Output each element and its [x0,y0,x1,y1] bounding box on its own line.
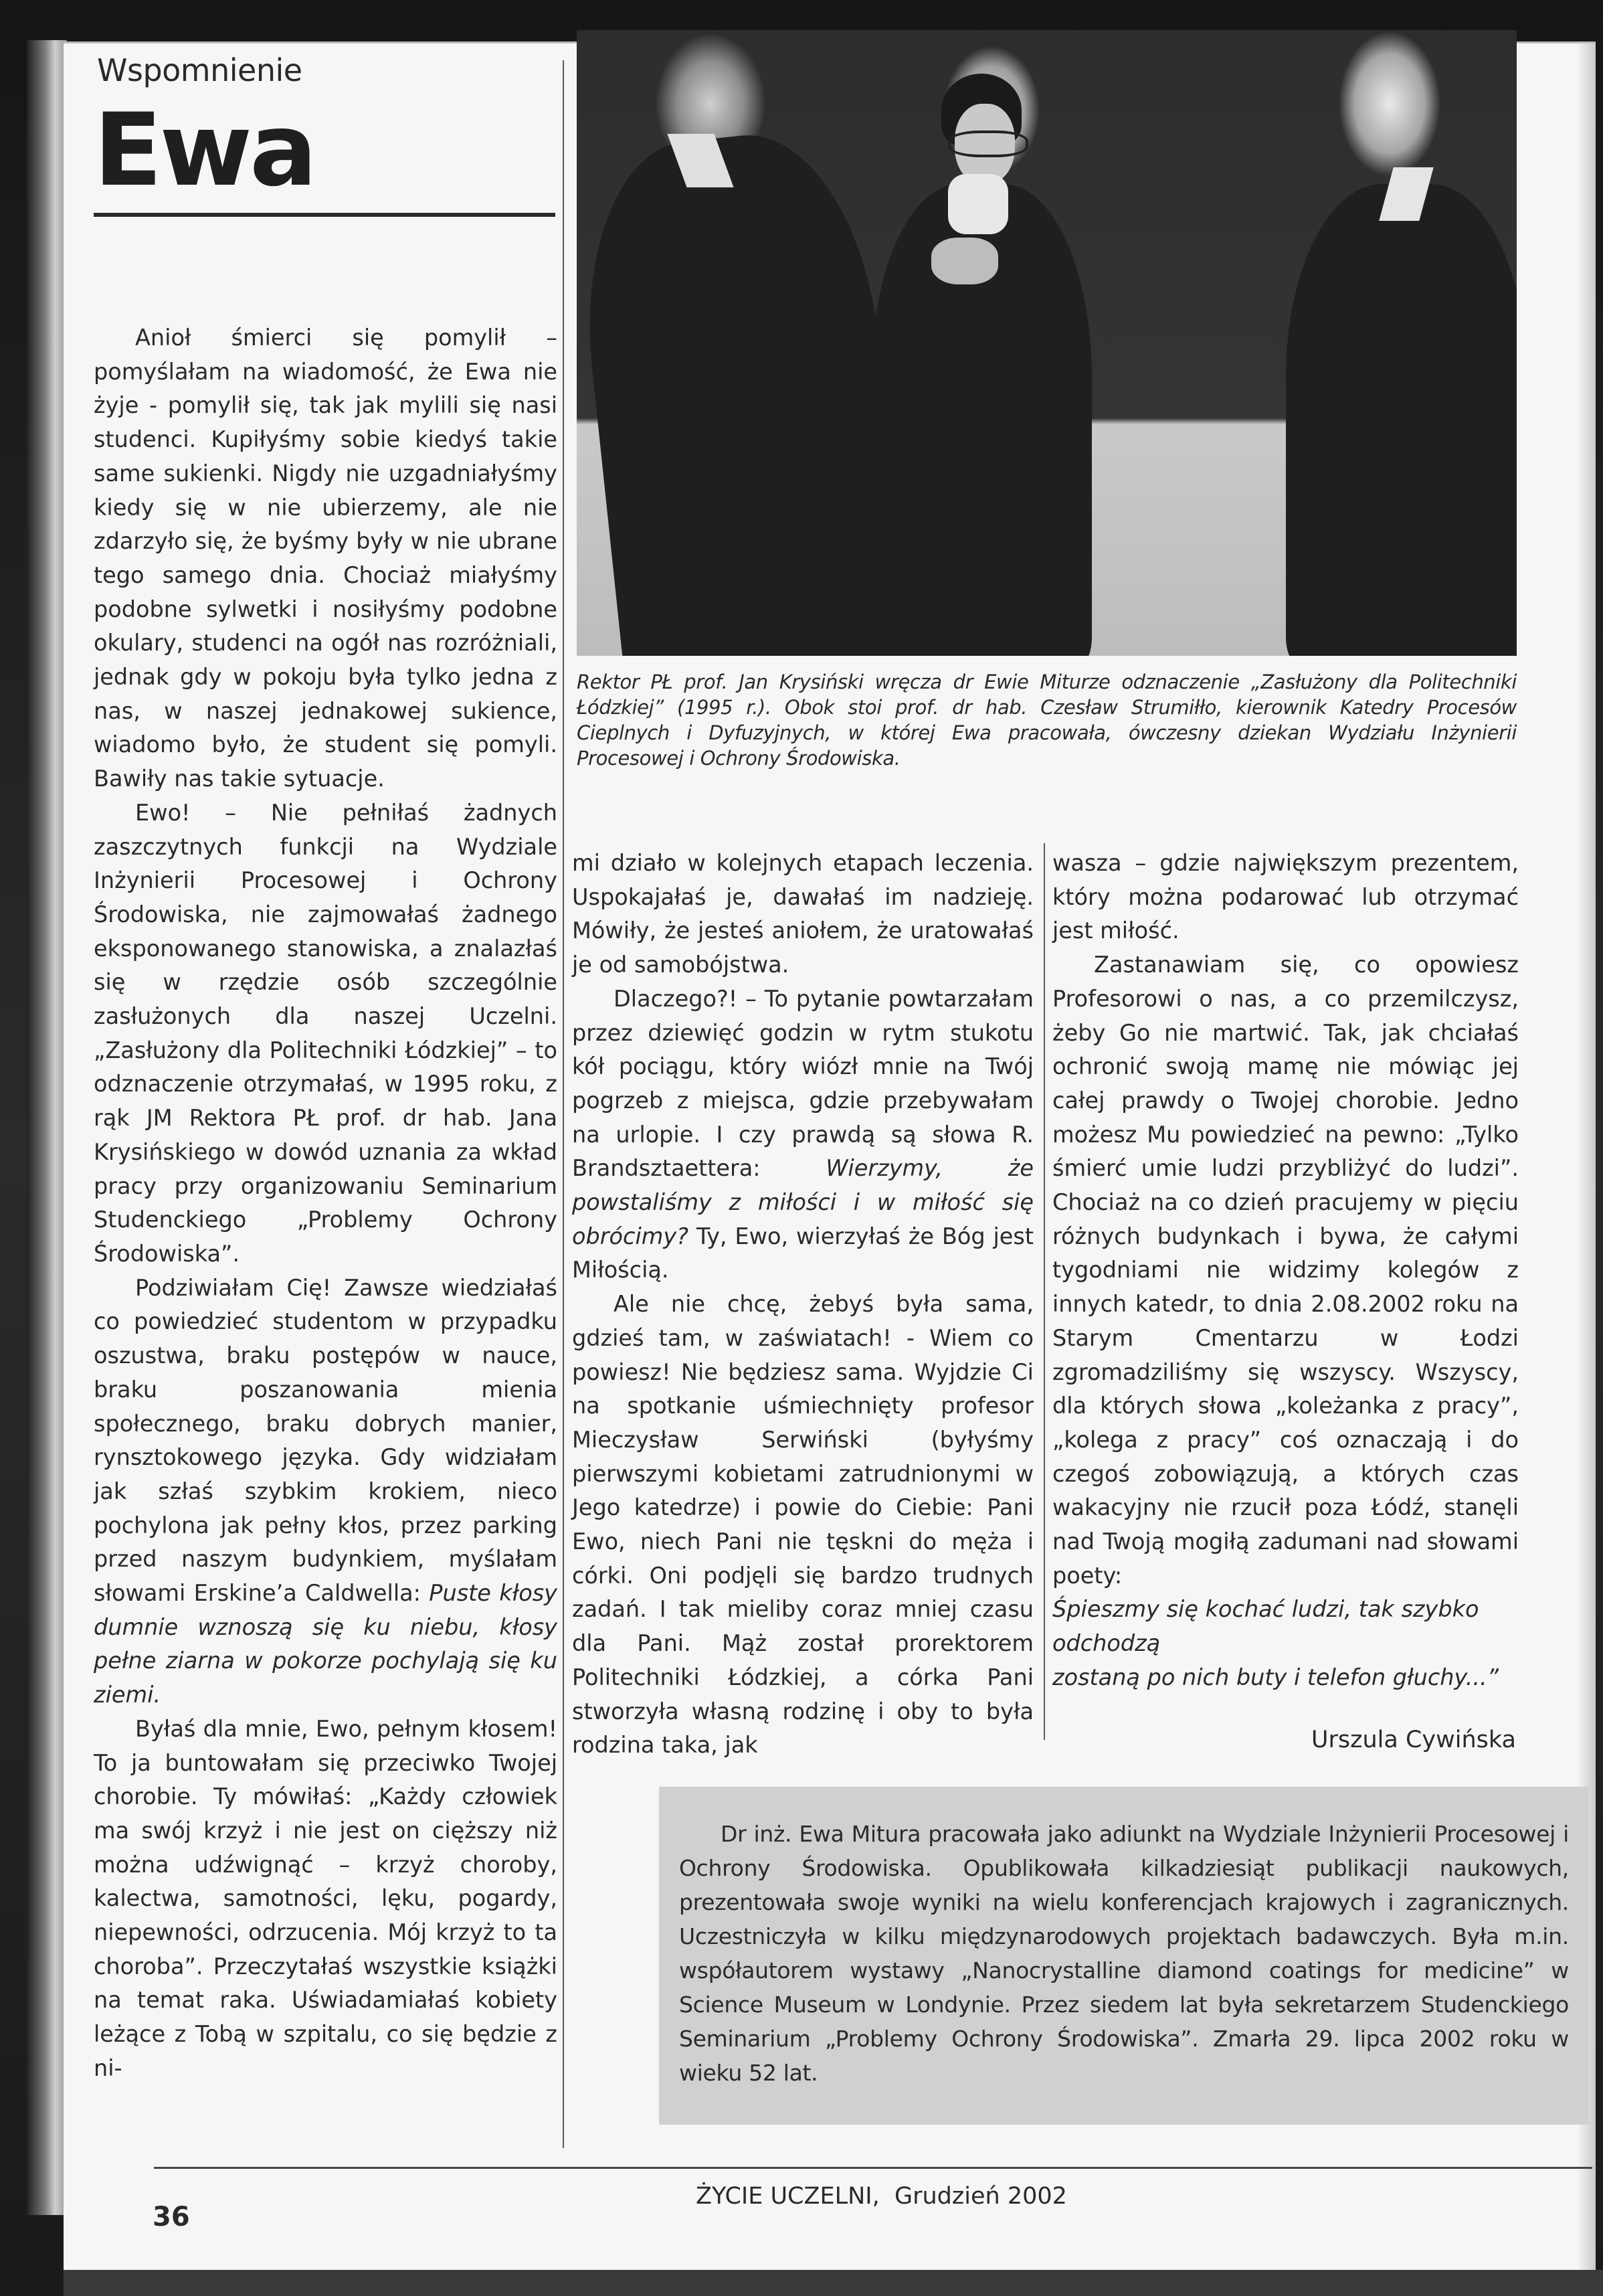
paragraph: Byłaś dla mnie, Ewo, pełnym kłosem! To ja buntowałam się przeciwko Twojej chorobie. Ty mówiłaś: „Każdy człowiek ma swój krzyż i nie jest on cięższy niż można udźwignąć – krzyż choroby, kalectwa, samotności, lęku, pogardy, niepewności, odrzucenia. Mój krzyż to ta choroba”. Przeczytałaś wszystkie książki na temat raka. Uświadamiałaś kobiety leżące z Tobą w szpitalu, co się będzie z ni- [94,1715,557,2081]
paragraph: wasza – gdzie największym prezentem, który można podarować lub otrzymać jest miłość. [1052,850,1519,944]
article-column-left [94,321,557,2086]
paragraph: Ale nie chcę, żebyś była sama, gdzieś tam, w zaświatach! - Wiem co powiesz! Nie będziesz sama. Wyjdzie Ci na spotkanie uśmiechnięty profesor Mieczysław Serwiński (byłyśmy pierwszymi kobietami zatrudnionymi w Jego katedrze) i powie do Ciebie: Pani Ewo, niech Pani nie tęskni do męża i córki. Oni podjęli się bardzo trudnych zadań. I tak mieliby coraz mniej czasu dla Pani. Mąż został prorektorem Politechniki Łódzkiej, a córka Pani stworzyła własną rodzinę i oby to była rodzina taka, jak [572,1291,1034,1759]
photo-detail [948,130,1028,157]
poem-line: zostaną po nich buty i telefon głuchy...” [1052,1664,1499,1690]
article-photo [577,30,1517,656]
photo-detail [948,174,1008,234]
page-number: 36 [153,2202,190,2232]
biography-box [659,1787,1589,2125]
paragraph: Zastanawiam się, co opowiesz Profesorowi o nas, a co przemilczysz, żeby Go nie martwić. Tak, jak chciałaś ochronić swoją mamę nie mówiąc jej całej prawdy o Twojej chorobie. Jedno możesz Mu powiedzieć na pewno: „Tylko śmierć umie ludzi przybliżyć do ludzi”. Chociaż na co dzień pracujemy w pięciu różnych budynkach i bywa, że całymi tygodniami nie widzimy kolegów z innych katedr, to dnia 2.08.2002 roku na Starym Cmentarzu w Łodzi zgromadziliśmy się wszyscy. Wszyscy, dla których słowa „koleżanka z pracy”, „kolega z pracy” coś oznaczają i do czegoś zobowiązują, a których czas wakacyjny nie rzucił poza Łódź, stanęli nad Twoją mogiłą zadumani nad słowami poety: [1052,952,1519,1589]
paragraph: mi działo w kolejnych etapach leczenia. Uspokajałaś je, dawałaś im nadzieję. Mówiły, że jesteś aniołem, że uratowałaś je od samobójstwa. [572,850,1034,978]
photo-caption: Rektor PŁ prof. Jan Krysiński wręcza dr Ewie Miturze odznaczenie „Zasłużony dla Politechniki Łódzkiej” (1995 r.). Obok stoi prof. dr hab. Czesław Strumiłło, kierownik Katedry Procesów Cieplnych i Dyfuzyjnych, w której Ewa pracowała, ówczesny dziekan Wydziału Inżynierii Procesowej i Ochrony Środowiska. [577,671,1517,770]
publication-name: ŻYCIE UCZELNI, Grudzień 2002 [696,2183,1067,2210]
paragraph: Anioł śmierci się pomylił – pomyślałam na wiadomość, że Ewa nie żyje - pomylił się, tak jak mylili się nasi studenci. Kupiłyśmy sobie kiedyś takie same sukienki. Nigdy nie uzgadniałyśmy kiedy się w nie ubierzemy, ale nie zdarzyło się, że byśmy były w nie ubrane tego samego dnia. Chociaż miałyśmy podobne sylwetki i nosiłyśmy podobne okulary, studenci na ogół nas rozróżniali, jednak gdy w pokoju była tylko jedna z nas, w naszej jednakowej sukience, wiadomo było, że student się pomyli. Bawiły nas takie sytuacje. [94,325,557,792]
column-separator [1044,843,1045,1740]
binder-edge [27,40,67,2215]
article-column-right [1052,847,1519,1695]
paragraph: Dlaczego?! – To pytanie powtarzałam przez dziewięć godzin w rytm stukotu kół pociągu, który wiózł mnie na Twój pogrzeb z miejsca, gdzie przebywałam na urlopie. I czy prawdą są słowa R. Brandsztaettera: Wierzymy, że powstaliśmy z miłości i w miłość się obrócimy? Ty, Ewo, wierzyłaś że Bóg jest Miłością. [572,985,1034,1284]
author-signature: Urszula Cywińska [1311,1727,1516,1753]
column-separator [563,60,564,2148]
photo-figure-professor [1286,184,1517,656]
article-title: Ewa [94,92,315,209]
paragraph: Ewo! – Nie pełniłaś żadnych zaszczytnych funkcji na Wydziale Inżynierii Procesowej i Ochrony Środowiska, nie zajmowałaś żadnego eksponowanego stanowiska, a znalazłaś się w rzędzie osób szczególnie zasłużonych dla naszej Uczelni. „Zasłużony dla Politechniki Łódzkiej” – to odznaczenie otrzymałaś, w 1995 roku, z rąk JM Rektora PŁ prof. dr hab. Jana Krysińskiego w dowód uznania za wkład pracy przy organizowaniu Seminarium Studenckiego „Problemy Ochrony Środowiska”. [94,799,557,1267]
photo-figure-rector [577,124,912,656]
title-rule [94,213,555,217]
scan-bottom-edge [64,2270,1603,2296]
biography-text: Dr inż. Ewa Mitura pracowała jako adiunkt na Wydziale Inżynierii Procesowej i Ochrony Środowiska. Opublikowała kilkadziesiąt publikacji naukowych, prezentowała swoje wyniki na wielu konferencjach krajowych i zagranicznych. Uczestniczyła w kilku międzynarodowych projektach badawczych. Była m.in. współautorem wystawy „Nanocrystalline diamond coatings for medicine” w Science Museum w Londynie. Przez siedem lat była sekretarzem Studenckiego Seminarium „Problemy Ochrony Środowiska”. Zmarła 29. lipca 2002 roku w wieku 52 lat. [679,1821,1569,2086]
photo-detail [931,238,998,284]
footer-rule [154,2167,1592,2169]
poem-line: Śpieszmy się kochać ludzi, tak szybko odchodzą [1052,1596,1479,1657]
article-kicker: Wspomnienie [97,52,302,88]
article-column-middle [572,847,1034,1763]
paragraph: Podziwiałam Cię! Zawsze wiedziałaś co powiedzieć studentom w przypadku oszustwa, braku postępów w nauce, braku poszanowania mienia społecznego, braku dobrych manier, rynsztokowego języka. Gdy widziałam jak szłaś szybkim krokiem, nieco pochylona jak pełny kłos, przez parking przed naszym budynkiem, myślałam słowami Erskine’a Caldwella: Puste kłosy dumnie wznoszą się ku niebu, kłosy pełne ziarna w pokorze pochylają się ku ziemi. [94,1274,557,1708]
